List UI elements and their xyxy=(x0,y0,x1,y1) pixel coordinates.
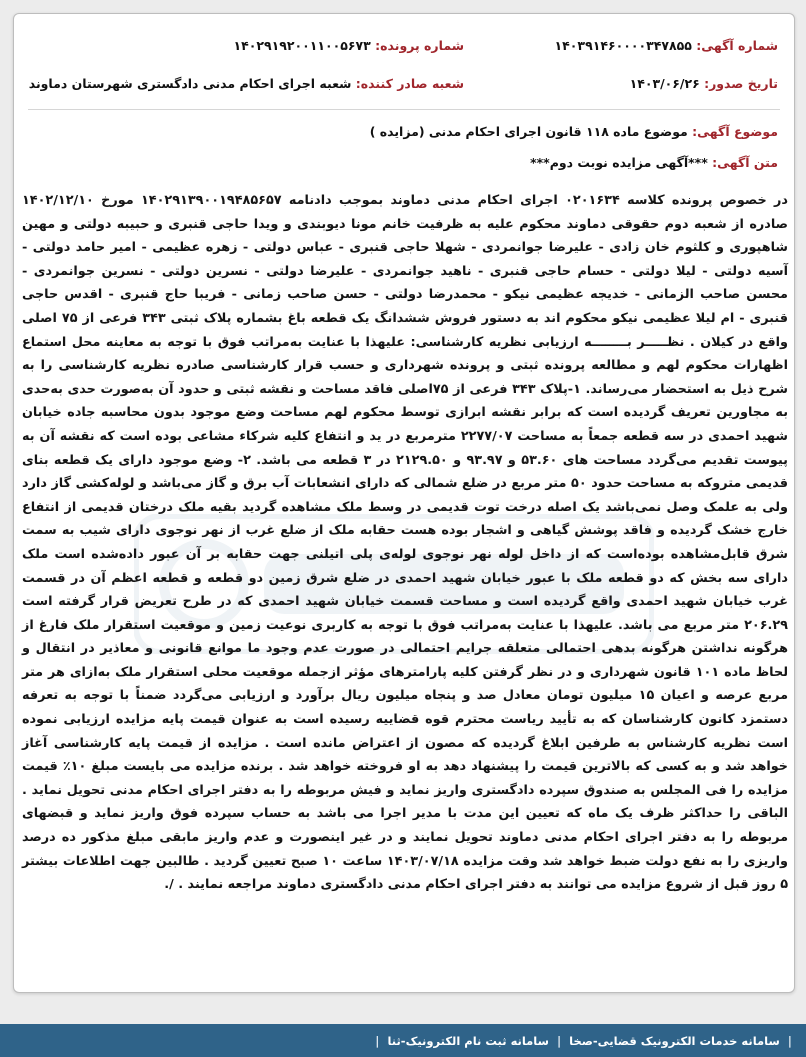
file-number-value: ۱۴۰۲۹۱۹۲۰۰۱۱۰۰۵۶۷۳ xyxy=(233,38,371,53)
issue-date-row xyxy=(630,76,778,91)
sakha-link[interactable]: سامانه خدمات الکترونیک قضایی-صخا xyxy=(569,1033,780,1048)
issuer-value: شعبه اجرای احکام مدنی دادگستری شهرستان دماوند xyxy=(28,76,352,91)
file-number-label: شماره پرونده: xyxy=(375,38,464,53)
subject-row xyxy=(370,124,778,139)
issuer-row xyxy=(29,76,464,91)
issue-date-value: ۱۴۰۳/۰۶/۲۶ xyxy=(629,76,700,91)
ad-number-value: ۱۴۰۳۹۱۴۶۰۰۰۰۳۴۷۸۵۵ xyxy=(554,38,692,53)
ad-number-row xyxy=(555,38,778,53)
sana-link[interactable]: سامانه ثبت نام الکترونیک-ثنا xyxy=(387,1033,549,1048)
ad-number-label: شماره آگهی: xyxy=(696,38,778,53)
footer-separator: | xyxy=(556,1033,562,1048)
footer-bar xyxy=(0,1024,806,1057)
ad-text-label: متن آگهی: xyxy=(712,155,778,170)
issuer-label: شعبه صادر کننده: xyxy=(355,76,464,91)
ad-text-title: ***آگهی مزایده نوبت دوم*** xyxy=(530,155,708,170)
file-number-row xyxy=(233,38,464,53)
header-divider xyxy=(28,109,780,110)
subject-value: موضوع ماده ۱۱۸ قانون اجرای احکام مدنی (مزایده ) xyxy=(369,124,688,139)
notice-body: در خصوص پرونده کلاسه ۰۲۰۱۶۳۴ اجرای احکام مدنی دماوند بموجب دادنامه ۱۴۰۲۹۱۳۹۰۰۱۹۴۸۵۶۵۷ مورخ ۱۴۰۲/۱۲/۱۰ صادره از شعبه دوم حقوقی دماوند محکوم علیه به ظرفیت خانم مونا دیوبندی و ویدا حاجی قنبری و حبیبه دولتی و مهین شاهپوری و کلثوم خان زادی - علیرضا جوانمردی - شهلا حاجی قنبری - عباس دولتی - زهره عظیمی - امیر حامد دولتی - آسیه دولتی - لیلا دولتی - حسام حاجی قنبری - ناهید جوانمردی - علیرضا دولتی - نسرین دولتی - نسرین جوانمردی - محسن صاحب الزمانی - خدیجه عظیمی نیکو - محمدرضا دولتی - حسن صاحب زمانی - فریبا حاج قنبری - اقدس حاجی قنبری - ام لیلا عظیمی نیکو محکوم اند به دستور فروش ششدانگ یک قطعه باغ بشماره پلاک ثبتی ۳۴۳ فرعی از ۷۵ اصلی واقع در کیلان . نظـــــر بــــــــه ارزیابی نظریه کارشناسی: علیهذا با عنایت به‌مراتب فوق با توجه به معاینه محل استماع اظهارات محکوم لهم و مطالعه پرونده ثبتی و پرونده شهرداری و حسب قرار کارشناسی صادره نظریه کارشناسی را به شرح ذیل به استحضار می‌رساند. ۱-پلاک ۳۴۳ فرعی از ۷۵اصلی فاقد مساحت و نقشه ثبتی و حدود آن به‌صورت حدی به‌حدی به مجاورین تعریف گردیده است که برابر نقشه ابرازی توسط محکوم لهم مساحت وضع موجود بدون محاسبه جاده خیابان شهید احمدی در سه قطعه جمعاً به مساحت ۲۲۷۷/۰۷ مترمربع در ید و انتفاع کلیه شرکاء مشاعی بوده است که نقشه آن به پیوست تقدیم می‌گردد مساحت های ۵۳.۶۰ و ۹۳.۹۷ و ۲۱۲۹.۵۰ در ۳ قطعه می باشد. ۲- وضع موجود دارای یک قطعه بنای قدیمی متروکه به مساحت حدود ۵۰ متر مربع در ضلع شمالی که دارای انشعابات آب برق و گاز می‌باشد و لوله‌کشی گاز دارد ولی به علمک وصل نمی‌باشد یک اصله درخت توت قدیمی در وسط ملک مشاهده گردید بقیه ملک درختان قدیمی از انتفاع خارج خشک گردیده و فاقد پوشش گیاهی و اشجار بوده هست حقابه ملک از ضلع غرب از نهر نوجوی دارای شیب به سمت شرق قابل‌مشاهده بوده‌است که از داخل لوله نهر نوجوی لوله‌ی پلی اتیلنی جهت حقابه بر آن عبور داده‌شده است ملک دارای سه بخش که دو قطعه ملک با عبور خیابان شهید احمدی در ضلع شرق زمین دو قطعه و قطعه اعظم آن در قسمت غرب خیابان شهید احمدی واقع گردیده است و مساحت قسمت خیابان شهید احمدی که در طرح تعریض قرار گرفته است ۲۰۶.۲۹ متر مربع می باشد. علیهذا با عنایت به‌مراتب فوق با توجه به کاربری نوعیت زمین و موقعیت استقرار ملک فارغ از هرگونه نداشتن هرگونه بدهی احتمالی متعلقه جرایم احتمالی در صورت عدم وجود ما موانع قانونی و معاذیر در انتقال و لحاظ ماده ۱۰۱ قانون شهرداری و در نظر گرفتن کلیه پارامترهای مؤثر ازجمله موقعیت محلی استقرار ملک به‌ازای هر متر مربع عرصه و اعیان ۱۵ میلیون تومان معادل صد و پنجاه میلیون ریال برآورد و ارزیابی می‌گردد ضمناً با توجه به تعرفه دستمزد کانون کارشناسان که به تأیید ریاست محترم قوه قضاییه رسیده است به عنوان قیمت پایه مزایده ارزیابی نموده است نظریه کارشناس به طرفین ابلاغ گردیده که مصون از اعتراض مانده است . مزایده از قیمت پایه کارشناسی آغاز خواهد شد و به کسی که بالاترین قیمت را پیشنهاد دهد به او فروخته خواهد شد . برنده مزایده می بایست مبلغ ۱۰٪ قیمت مزایده را فی المجلس به صندوق سپرده دادگستری واریز نماید و فیش مربوطه را به دفتر اجرای احکام مدنی تحویل نماید . الباقی را حداکثر ظرف یک ماه که تعیین این مدت با مدیر اجرا می باشد به حساب سپرده فوق واریز نماید و قبضهای مربوطه را به دفتر اجرای احکام مدنی دماوند تحویل نمایند و در غیر اینصورت و عدم واریز مابقی مبلغ مذکور ده درصد واریزی را به نفع دولت ضبط خواهد شد وقت مزایده ۱۴۰۳/۰۷/۱۸ ساعت ۱۰ صبح تعیین گردید . طالبین جهت اطلاعات بیشتر ۵ روز قبل از شروع مزایده می توانند به دفتر اجرای احکام مدنی دادگستری دماوند مراجعه نمایند . /. xyxy=(22,193,789,893)
notice-card xyxy=(13,13,795,993)
subject-label: موضوع آگهی: xyxy=(692,124,778,139)
ad-text-title-row xyxy=(530,155,778,170)
footer-separator: | xyxy=(375,1033,380,1048)
footer-separator: | xyxy=(787,1033,792,1048)
issue-date-label: تاریخ صدور: xyxy=(704,76,778,91)
